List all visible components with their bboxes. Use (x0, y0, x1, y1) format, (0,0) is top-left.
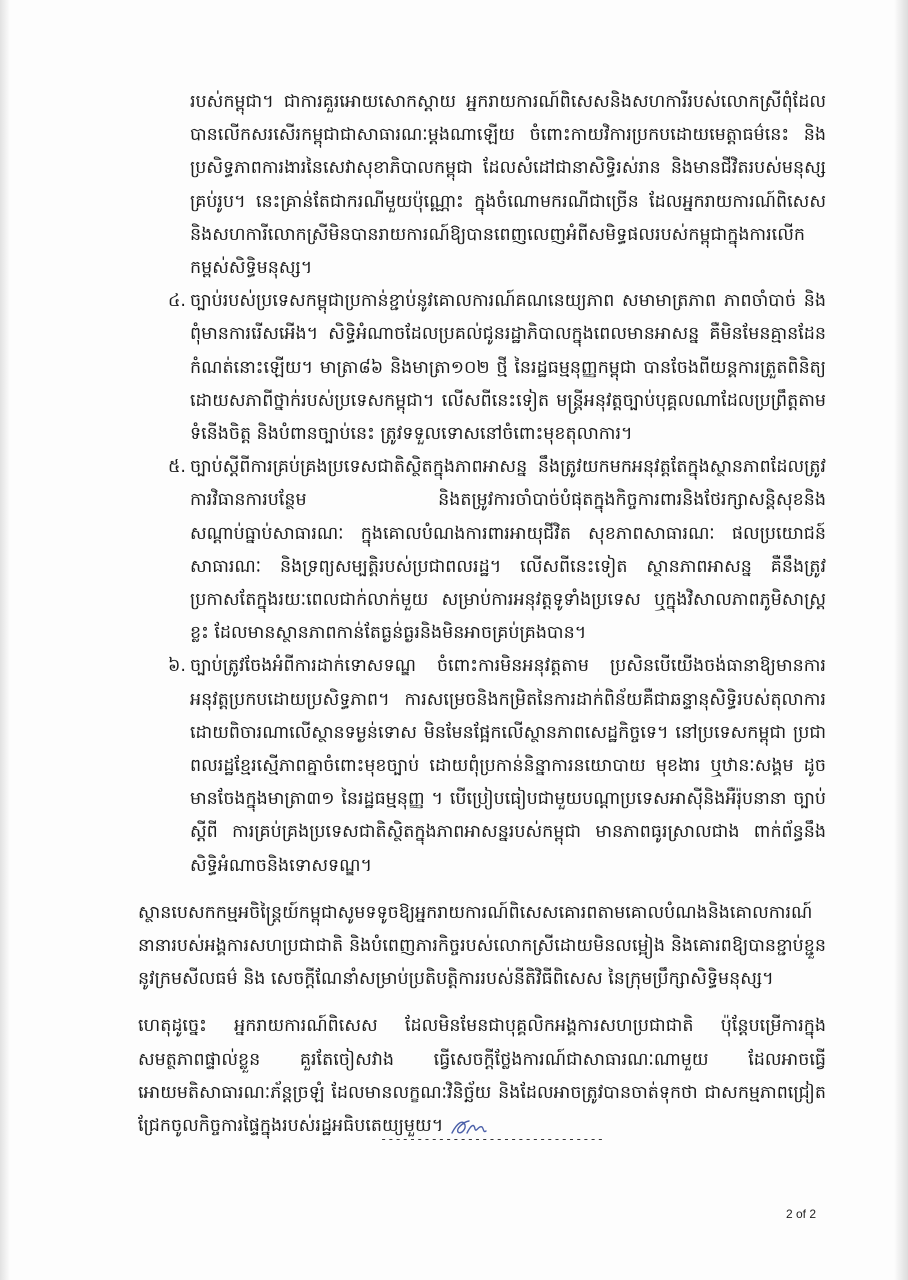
list-item-4 (138, 285, 826, 451)
list-number: ៤. (168, 291, 186, 312)
page-number: 2 of 2 (785, 1207, 816, 1221)
list-number: ៦. (168, 656, 186, 677)
page-edge-shadow-right (894, 0, 908, 1280)
paragraph-conclusion (138, 1010, 826, 1143)
list-item-text: ច្បាប់របស់ប្រទេសកម្ពុជាប្រកាន់ខ្ជាប់នូវគោលការណ៍គណនេយ្យភាព សមាមាត្រភាព ភាពចាំបាច់ និងពុំមានការរើសអើង។ សិទ្ធិអំណាចដែលប្រគល់ជូនរដ្ឋាភិបាលក្នុងពេលមានអាសន្ន គឺមិនមែនគ្មានដែនកំណត់នោះឡើយ។ មាត្រា៨៦ និងមាត្រា១០២ ថ្មី នៃរដ្ឋធម្មនុញ្ញកម្ពុជា បានចែងពីយន្តការត្រួតពិនិត្យ ដោយសភាពីថ្នាក់របស់ប្រទេសកម្ពុជា។ លើសពីនេះទៀត មន្ត្រីអនុវត្តច្បាប់បុគ្គលណាដែលប្រព្រឹត្តតាមទំនើងចិត្ត និងបំពានច្បាប់នេះ ត្រូវទទួលទោសនៅចំពោះមុខតុលាការ។ (190, 291, 826, 445)
page-edge-shadow-left (0, 0, 10, 1280)
list-item-text: ច្បាប់ត្រូវចែងអំពីការដាក់ទោសទណ្ឌ ចំពោះការមិនអនុវត្តតាម ប្រសិនបើយើងចង់ធានាឱ្យមានការអនុវត្តប្រកបដោយប្រសិទ្ធភាព។ ការសម្រេចនិងកម្រិតនៃការដាក់ពិន័យគឺជាឆន្ទានុសិទ្ធិរបស់តុលាការ ដោយពិចារណាលើស្ថានទម្ងន់ទោស មិនមែនផ្អែកលើស្ថានភាពសេដ្ឋកិច្ចទេ។ នៅប្រទេសកម្ពុជា ប្រជាពលរដ្ឋខ្មែរស្មើភាពគ្នាចំពោះមុខច្បាប់ ដោយពុំប្រកាន់និន្នាការនយោបាយ មុខងារ ឬឋានៈសង្គម ដូចមានចែងក្នុងមាត្រា៣១ នៃរដ្ឋធម្មនុញ្ញ ។ បើប្រៀបធៀបជាមួយបណ្តាប្រទេសអាស៊ីនិងអឺរ៉ុបនានា ច្បាប់ស្តីពី ការគ្រប់គ្រងប្រទេសជាតិស្ថិតក្នុងភាពអាសន្នរបស់កម្ពុជា មានភាពធូរស្រាលជាង ពាក់ព័ន្ធនឹងសិទ្ធិអំណាចនិងទោសទណ្ឌ។ (190, 656, 826, 876)
list-item-5 (138, 451, 826, 650)
list-item-6 (138, 650, 826, 882)
list-item-text: ច្បាប់ស្តីពីការគ្រប់គ្រងប្រទេសជាតិស្ថិតក្នុងភាពអាសន្ន នឹងត្រូវយកមកអនុវត្តតែក្នុងស្ថានភាពដែលត្រូវការវិធានការបន្ថែម និងតម្រូវការចាំបាច់បំផុតក្នុងកិច្ចការពារនិងថែរក្សាសន្តិសុខនិងសណ្តាប់ធ្នាប់សាធារណៈ ក្នុងគោលបំណងការពារអាយុជីវិត សុខភាពសាធារណៈ ផលប្រយោជន៍សាធារណៈ និងទ្រព្យសម្បត្តិរបស់ប្រជាពលរដ្ឋ។ លើសពីនេះទៀត ស្ថានភាពអាសន្ន គឺនឹងត្រូវប្រកាសតែក្នុងរយៈពេលជាក់លាក់មួយ សម្រាប់ការអនុវត្តទូទាំងប្រទេស ឬក្នុងវិសាលភាពភូមិសាស្ត្រខ្លះ ដែលមានស្ថានភាពកាន់តែធ្ងន់ធ្ងរនិងមិនអាចគ្រប់គ្រងបាន។ (190, 457, 826, 644)
conclusion-text: ហេតុដូច្នេះ អ្នករាយការណ៍ពិសេស ដែលមិនមែនជាបុគ្គលិកអង្គការសហប្រជាជាតិ ប៉ុន្តែបម្រើការក្នុងសមត្ថភាពផ្ទាល់ខ្លួន គួរតែចៀសវាង ធ្វើសេចក្តីថ្លែងការណ៍ជាសាធារណៈណាមួយ ដែលអាចធ្វើអោយមតិសាធារណៈភ័ន្តច្រឡំ ដែលមានលក្ខណៈវិនិច្ឆ័យ និងដែលអាចត្រូវបានចាត់ទុកថា ជាសកម្មភាពជ្រៀតជ្រែកចូលកិច្ចការផ្ទៃក្នុងរបស់រដ្ឋអធិបតេយ្យមួយ។ (138, 1016, 826, 1137)
list-number: ៥. (168, 457, 186, 478)
end-separator: ------------------------------- (380, 1132, 604, 1146)
document-body (138, 86, 826, 1143)
paragraph-request: ស្ថានបេសកកម្មអចិន្ត្រៃយ៍កម្ពុជាសូមទទូចឱ្យអ្នករាយការណ៍ពិសេសគោរពតាមគោលបំណងនិងគោលការណ៍នានារបស់អង្គការសហប្រជាជាតិ និងបំពេញភារកិច្ចរបស់លោកស្រីដោយមិនលម្អៀង និងគោរពឱ្យបានខ្ជាប់ខ្ជួននូវក្រមសីលធម៌ និង សេចក្តីណែនាំសម្រាប់ប្រតិបត្តិការរបស់នីតិវិធីពិសេស នៃក្រុមប្រឹក្សាសិទ្ធិមនុស្ស។ (138, 902, 826, 990)
intro-paragraph: របស់កម្ពុជា។ ជាការគួរអោយសោកស្តាយ អ្នករាយការណ៍ពិសេសនិងសហការីរបស់លោកស្រីពុំដែលបានលើកសរសើរកម្ពុជាជាសាធារណៈម្តងណាឡើយ ចំពោះកាយវិការប្រកបដោយមេត្តាធម៌នេះ និងប្រសិទ្ធភាពការងារនៃសេវាសុខាភិបាលកម្ពុជា ដែលសំដៅជានាសិទ្ធិរស់រាន និងមានជីវិតរបស់មនុស្សគ្រប់រូប។ នេះគ្រាន់តែជាករណីមួយប៉ុណ្ណោះ ក្នុងចំណោមករណីជាច្រើន ដែលអ្នករាយការណ៍ពិសេសនិងសហការីលោកស្រីមិនបានរាយការណ៍ឱ្យបានពេញលេញអំពីសមិទ្ធផលរបស់កម្ពុជាក្នុងការលើកកម្ពស់សិទ្ធិមនុស្ស។ (190, 92, 826, 279)
